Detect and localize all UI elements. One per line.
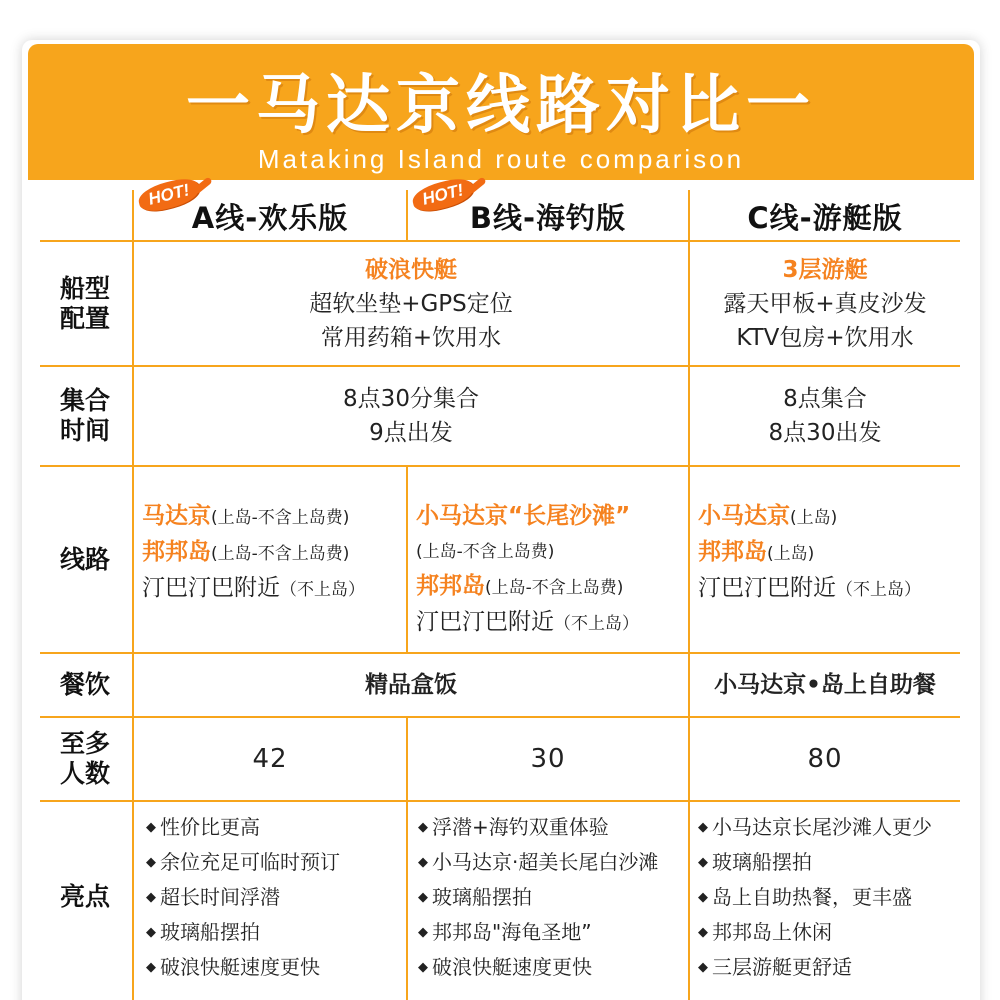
boat-type-ab: 破浪快艇: [365, 256, 457, 283]
hot-badge-b: HOT!: [410, 175, 476, 215]
list-item: ◆ 性价比更高: [146, 815, 260, 839]
page-title: 一马达京线路对比一: [186, 69, 816, 143]
row-label-meal: 餐饮: [59, 670, 110, 699]
row-label-time: 集合 时间: [59, 386, 110, 445]
list-item: ◆ 玻璃船摆拍: [418, 885, 532, 909]
list-item: ◆ 浮潜+海钓双重体验: [418, 815, 609, 839]
list-item: ◆ 邦邦岛"海龟圣地”: [418, 920, 592, 944]
route-b: 小马达京“长尾沙滩” (上岛-不含上岛费) 邦邦岛(上岛-不含上岛费) 汀巴汀巴附近（不上岛）: [416, 503, 639, 635]
boat-type-c: 3层游艇: [782, 256, 868, 283]
highlights-a: [134, 802, 406, 1000]
max-people-c: 80: [807, 744, 843, 774]
list-item: ◆ 小马达京长尾沙滩人更少: [698, 815, 932, 839]
max-people-b: 30: [530, 744, 566, 774]
page-subtitle: Mataking Island route comparison: [257, 144, 745, 174]
list-item: ◆ 玻璃船摆拍: [146, 920, 260, 944]
column-header-a: A线-欢乐版: [191, 200, 349, 235]
meal-c: 小马达京•岛上自助餐: [714, 672, 936, 698]
list-item: ◆ 超长时间浮潜: [146, 885, 280, 909]
route-c: 小马达京(上岛) 邦邦岛(上岛) 汀巴汀巴附近（不上岛）: [698, 503, 921, 601]
list-item: ◆ 邦邦岛上休闲: [698, 920, 832, 944]
list-item: ◆ 破浪快艇速度更快: [146, 955, 320, 979]
row-label-highlights: 亮点: [59, 882, 110, 911]
row-label-max-people: 至多 人数: [59, 729, 110, 788]
comparison-table: [40, 180, 960, 1000]
route-a: 马达京(上岛-不含上岛费) 邦邦岛(上岛-不含上岛费) 汀巴汀巴附近（不上岛）: [142, 503, 365, 601]
list-item: ◆ 小马达京·超美长尾白沙滩: [418, 850, 659, 874]
row-label-boat: 船型 配置: [59, 273, 110, 333]
meal-ab: 精品盒饭: [365, 672, 457, 698]
list-item: ◆ 玻璃船摆拍: [698, 850, 812, 874]
row-label-route: 线路: [59, 544, 110, 574]
hot-badge-a: HOT!: [136, 175, 202, 215]
list-item: ◆ 余位充足可临时预订: [146, 850, 340, 874]
title-banner: [28, 44, 974, 180]
list-item: ◆ 岛上自助热餐，更丰盛: [698, 885, 912, 909]
boat-config-c: 3层游艇 露天甲板+真皮沙发 KTV包房+饮用水: [690, 242, 960, 365]
list-item: ◆ 三层游艇更舒适: [698, 955, 852, 979]
max-people-a: 42: [252, 744, 288, 774]
list-item: ◆ 破浪快艇速度更快: [418, 955, 592, 979]
meeting-time-ab: 8点30分集合 9点出发: [343, 386, 479, 446]
highlights-c: [690, 802, 960, 1000]
meeting-time-c: 8点集合 8点30出发: [768, 386, 882, 446]
column-header-c: C线-游艇版: [747, 200, 903, 235]
highlights-b: [408, 802, 688, 1000]
column-header-b: B线-海钓版: [469, 200, 627, 235]
boat-config-ab: 破浪快艇 超软坐垫+GPS定位 常用药箱+饮用水: [134, 242, 688, 365]
